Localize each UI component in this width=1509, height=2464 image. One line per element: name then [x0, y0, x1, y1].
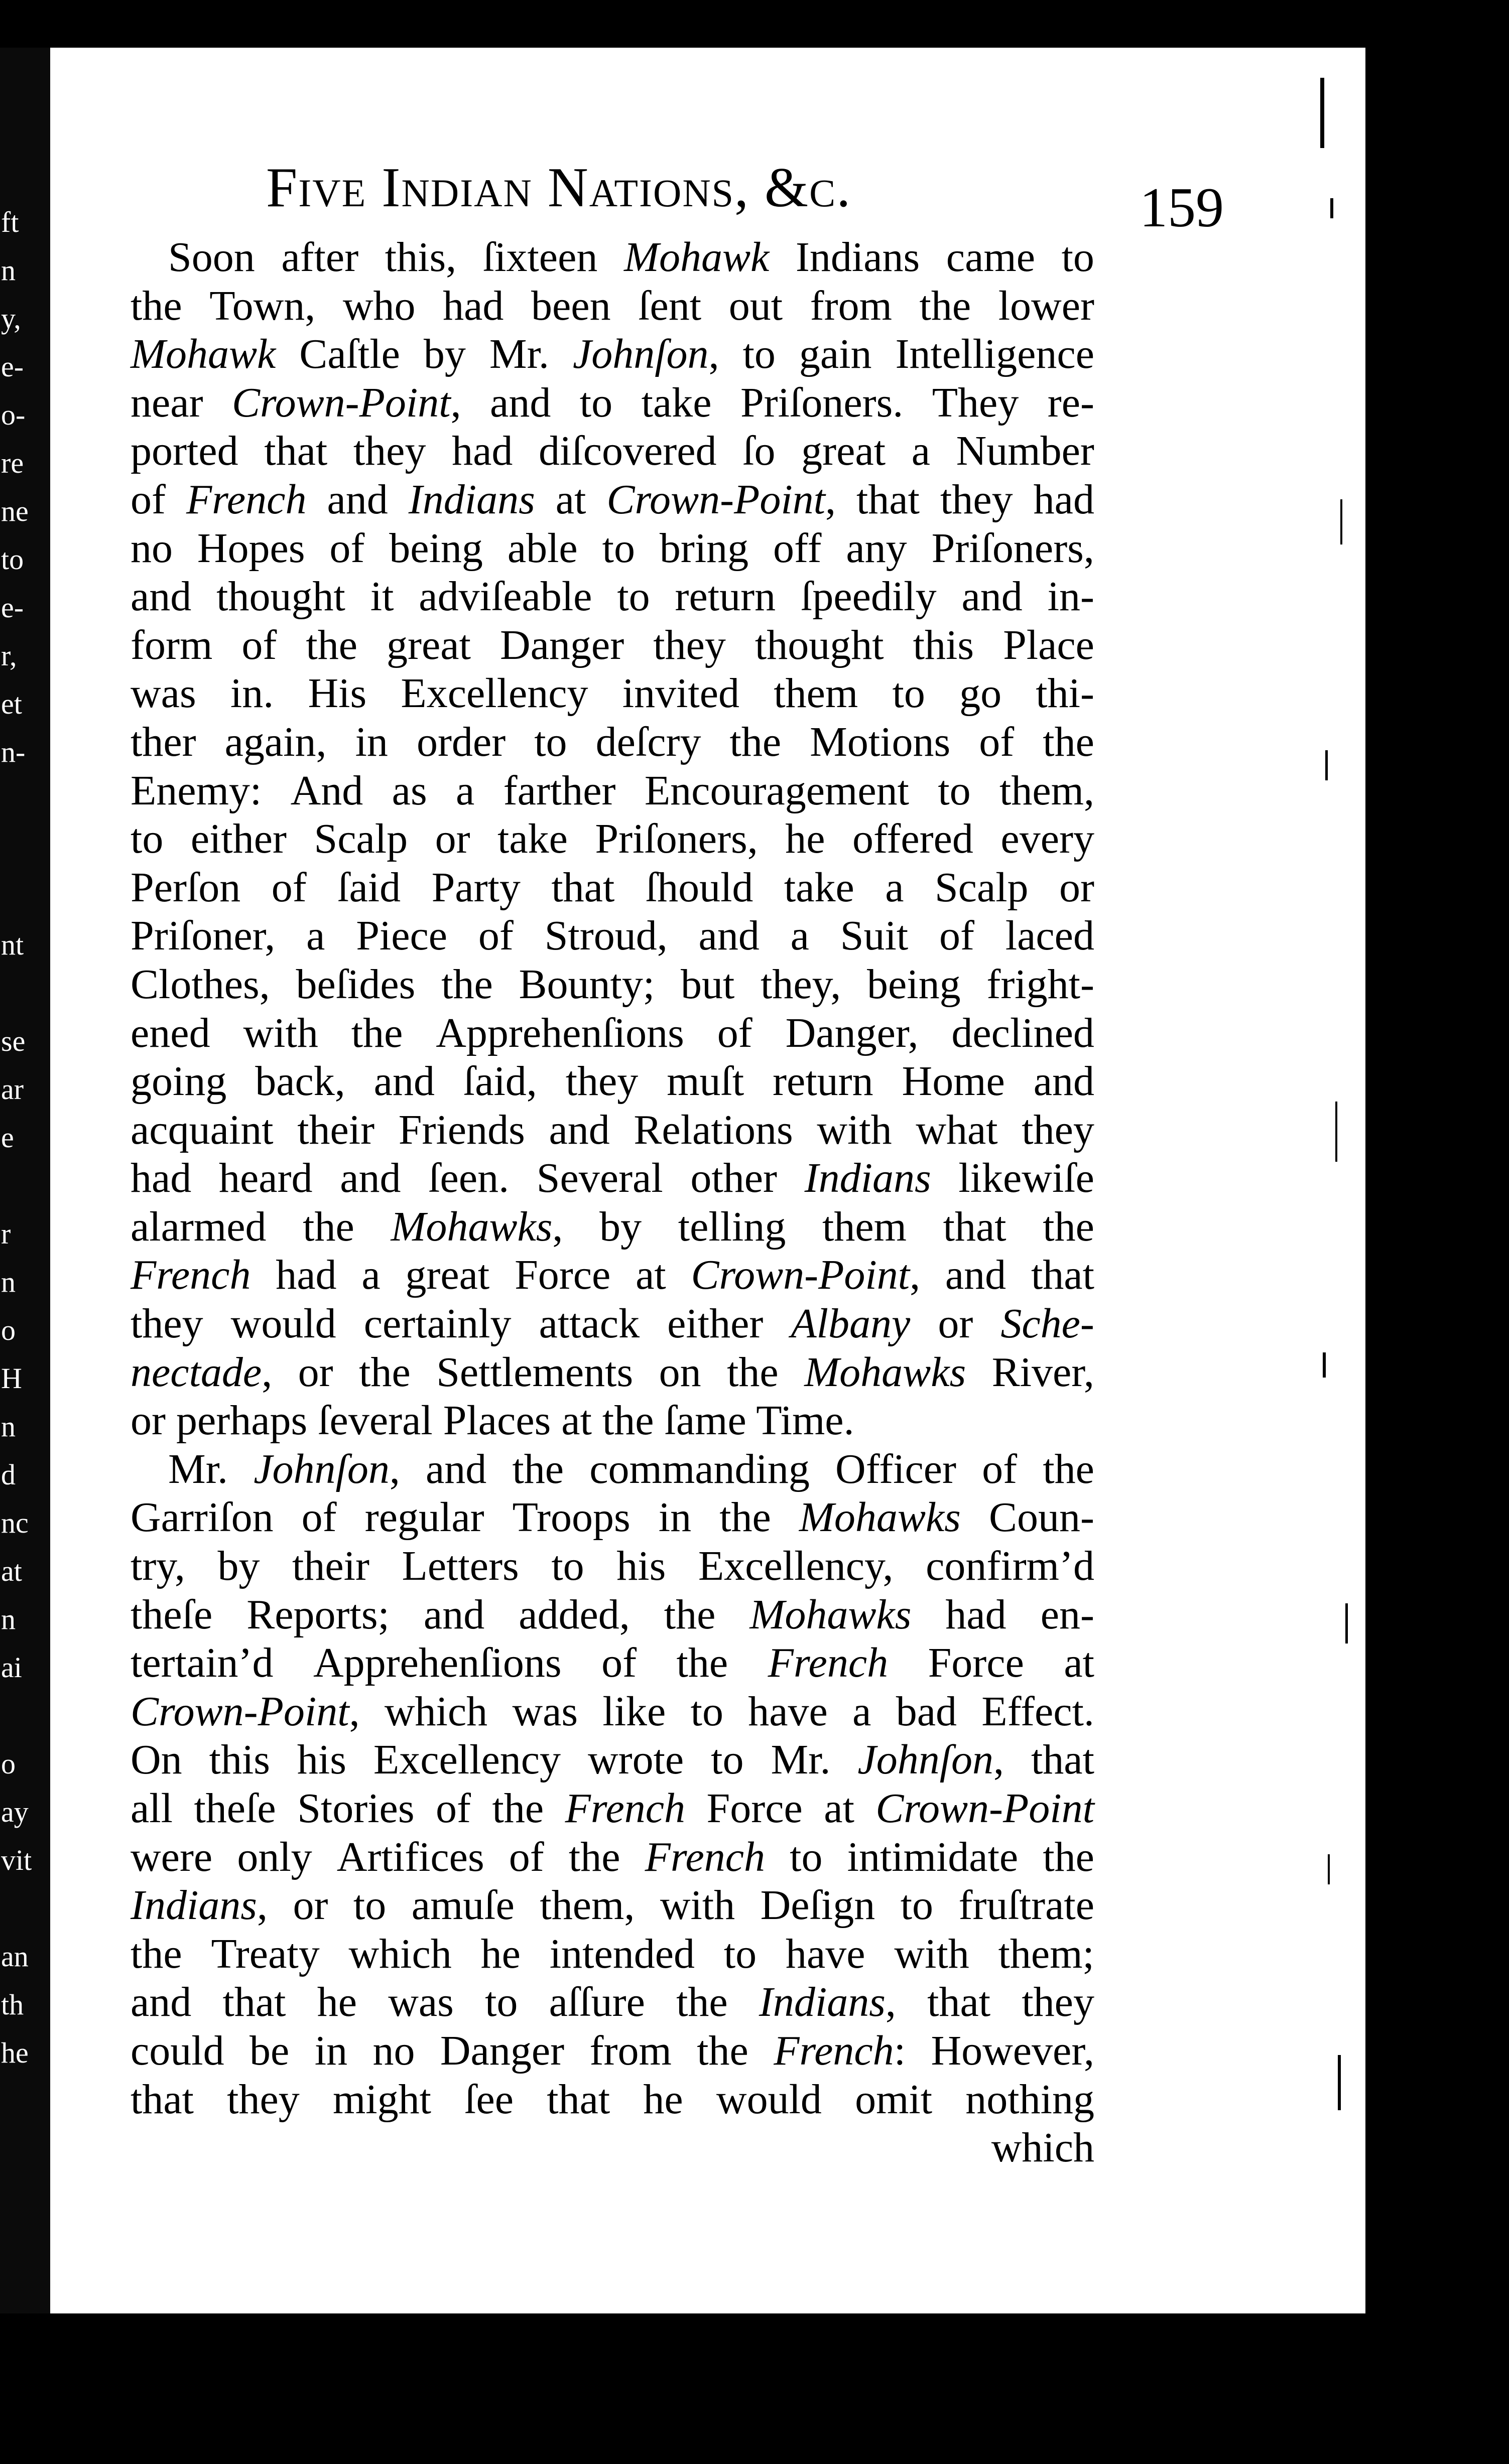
previous-page-fragment: nt	[1, 928, 24, 961]
text-line: the Town, who had been ſent out from the lower	[131, 282, 1094, 329]
previous-page-fragment	[1, 969, 49, 1017]
previous-page-fragment: se	[1, 1025, 26, 1057]
text-line: Garriſon of regular Troops in the Mohawks Coun-	[131, 1494, 1094, 1541]
text-line: acquaint their Friends and Relations with what they	[131, 1106, 1094, 1153]
previous-page-fragment: th	[1, 1988, 24, 2021]
text-line: was in. His Excellency invited them to go thi-	[131, 670, 1094, 717]
text-line: near Crown-Point, and to take Priſoners. They re-	[131, 379, 1094, 426]
scan-speck	[1345, 1603, 1348, 1644]
text-line: form of the great Danger they thought this Place	[131, 621, 1094, 668]
previous-page-fragment: r,	[1, 639, 17, 672]
text-line: the Treaty which he intended to have with them;	[131, 1930, 1094, 1977]
text-line: Crown-Point, which was like to have a bad Effect.	[131, 1688, 1094, 1735]
previous-page-fragment: n	[1, 254, 16, 287]
previous-page-fragments	[1, 48, 49, 2464]
text-line: and that he was to aſſure the Indians, that they	[131, 1979, 1094, 2026]
text-line: Mohawk Caſtle by Mr. Johnſon, to gain Intelligence	[131, 331, 1094, 378]
previous-page-fragment	[1, 873, 49, 921]
text-line: Mr. Johnſon, and the commanding Officer of the	[168, 1445, 1094, 1492]
previous-page-fragment	[1, 825, 49, 873]
scan-speck	[1335, 1102, 1337, 1162]
previous-page-fragment: H	[1, 1362, 22, 1395]
text-line: Indians, or to amuſe them, with Deſign to fruſtrate	[131, 1882, 1094, 1929]
previous-page-fragment: n-	[1, 736, 26, 768]
previous-page-fragment: n	[1, 1266, 16, 1298]
text-line: ther again, in order to deſcry the Motions of the	[131, 718, 1094, 765]
paragraph	[131, 1445, 1094, 2124]
scan-right-margin	[1305, 48, 1365, 2313]
previous-page-fragment: n	[1, 1603, 16, 1635]
scan-speck	[1325, 750, 1328, 780]
text-line: to either Scalp or take Priſoners, he offered every	[131, 815, 1094, 863]
text-line: they would certainly attack either Albany or Sche-	[131, 1300, 1094, 1347]
previous-page-fragment: ar	[1, 1073, 24, 1106]
text-line: tertain’d Apprehenſions of the French Force at	[131, 1639, 1094, 1687]
text-line: could be in no Danger from the French: However,	[131, 2027, 1094, 2074]
text-line: On this his Excellency wrote to Mr. Johnſon, that	[131, 1736, 1094, 1784]
text-line: Soon after this, ſixteen Mohawk Indians came to	[168, 234, 1094, 281]
previous-page-fragment: re	[1, 447, 24, 479]
text-line: theſe Reports; and added, the Mohawks had en-	[131, 1591, 1094, 1638]
text-line: were only Artifices of the French to intimidate the	[131, 1833, 1094, 1880]
previous-page-fragment: d	[1, 1458, 16, 1491]
body-text	[131, 233, 1094, 2172]
page-number: 159	[1140, 177, 1224, 239]
text-line: ened with the Apprehenſions of Danger, declined	[131, 1009, 1094, 1056]
book-page	[50, 48, 1305, 2313]
running-head	[266, 156, 851, 220]
scan-speck	[1338, 2055, 1341, 2110]
previous-page-fragment: to	[1, 543, 24, 576]
previous-page-fragment: y,	[1, 302, 21, 335]
previous-page-fragment: o	[1, 1747, 16, 1780]
previous-page-fragment: he	[1, 2036, 29, 2069]
text-line: or perhaps ſeveral Places at the ſame Time.	[131, 1397, 854, 1444]
text-line: French had a great Force at Crown-Point, and that	[131, 1252, 1094, 1299]
scan-speck	[1340, 499, 1342, 544]
text-line: and thought it adviſeable to return ſpeedily and in-	[131, 573, 1094, 620]
previous-page-fragment: ft	[1, 206, 19, 238]
text-line: that they might ſee that he would omit nothing	[131, 2076, 1094, 2123]
previous-page-fragment: an	[1, 1940, 29, 1973]
previous-page-fragment	[1, 1692, 49, 1740]
previous-page-edge	[0, 48, 50, 2313]
previous-page-fragment: n	[1, 1410, 16, 1443]
text-line: going back, and ſaid, they muſt return Home and	[131, 1058, 1094, 1105]
text-line: had heard and ſeen. Several other Indians likewiſe	[131, 1155, 1094, 1202]
previous-page-fragment: o	[1, 1314, 16, 1346]
running-head-text: Five Indian Nations, &c.	[266, 157, 852, 219]
scan-top-border	[0, 0, 1509, 48]
text-line: Clothes, beſides the Bounty; but they, being fright-	[131, 961, 1094, 1008]
previous-page-fragment: et	[1, 688, 22, 720]
previous-page-fragment	[1, 776, 49, 825]
text-line: Perſon of ſaid Party that ſhould take a Scalp or	[131, 864, 1094, 911]
text-line: Enemy: And as a farther Encouragement to them,	[131, 767, 1094, 814]
scan-speck	[1330, 198, 1333, 218]
previous-page-fragment	[1, 1884, 49, 1933]
previous-page-fragment: r	[1, 1217, 11, 1250]
text-line: alarmed the Mohawks, by telling them that the	[131, 1203, 1094, 1250]
previous-page-fragment: at	[1, 1555, 22, 1587]
text-line: try, by their Letters to his Excellency, confirm’d	[131, 1543, 1094, 1590]
scan-right-border	[1365, 0, 1509, 2313]
text-line: ported that they had diſcovered ſo great a Number	[131, 428, 1094, 475]
previous-page-fragment: e-	[1, 591, 24, 624]
text-line: no Hopes of being able to bring off any Priſoners,	[131, 524, 1094, 572]
previous-page-fragment: o-	[1, 398, 26, 431]
paragraph	[131, 233, 1094, 1445]
previous-page-fragment: e-	[1, 350, 24, 383]
catchword: which	[991, 2124, 1094, 2171]
previous-page-fragment: ai	[1, 1651, 22, 1684]
text-line: all theſe Stories of the French Force at Crown-Point	[131, 1785, 1094, 1832]
previous-page-fragment: ay	[1, 1796, 29, 1828]
previous-page-fragment	[1, 1162, 49, 1210]
previous-page-fragment: ne	[1, 495, 29, 527]
previous-page-fragment: e	[1, 1121, 14, 1154]
text-line: nectade, or the Settlements on the Mohawks River,	[131, 1348, 1094, 1396]
scan-speck	[1320, 78, 1324, 148]
scan-speck	[1323, 1352, 1326, 1378]
previous-page-fragment: nc	[1, 1507, 29, 1539]
scan-speck	[1328, 1854, 1330, 1884]
text-line: of French and Indians at Crown-Point, that they had	[131, 476, 1094, 523]
text-line: Priſoner, a Piece of Stroud, and a Suit of laced	[131, 912, 1094, 960]
previous-page-fragment: vit	[1, 1844, 32, 1876]
